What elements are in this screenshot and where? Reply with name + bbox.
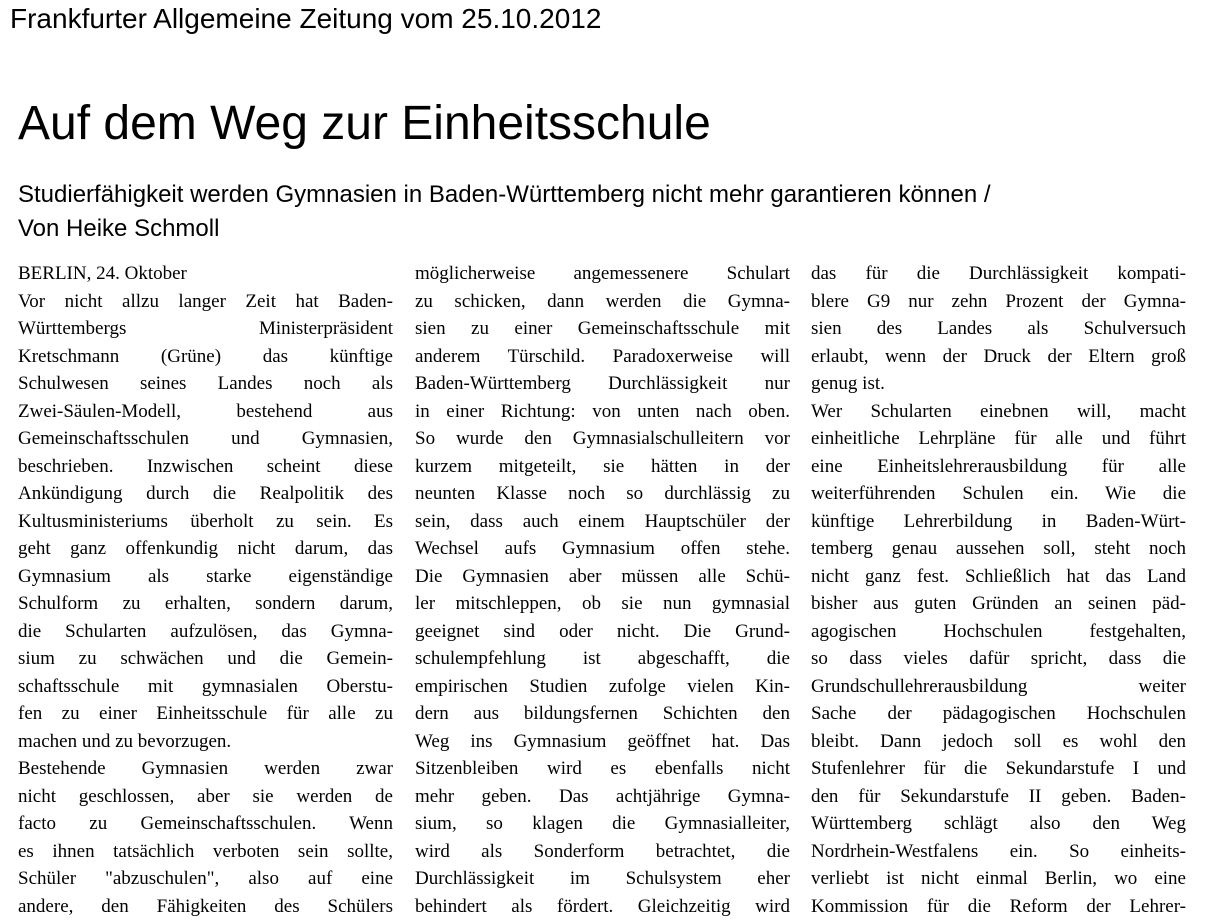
column-text-line: Weg ins Gymnasium geöffnet hat. Das bbox=[415, 730, 790, 752]
column-text-line: Kretschmann (Grüne) das künftige bbox=[18, 345, 393, 367]
column-text-line: Baden-Württemberg Durchlässigkeit nur bbox=[415, 373, 790, 394]
column-text-line: fen zu einer Einheitsschule für alle zu bbox=[18, 703, 393, 724]
column-text-line: bleibt. Dann jedoch soll es wohl den bbox=[811, 730, 1186, 752]
column-text-line: BERLIN, 24. Oktober bbox=[18, 263, 187, 284]
column-text-line: geeignet sind oder nicht. Die Grund- bbox=[415, 620, 790, 642]
column-text-line: die Schularten aufzulösen, das Gymna- bbox=[18, 620, 393, 642]
column-text-line: Gymnasium als starke eigenständige bbox=[18, 565, 393, 587]
column-text-line: Durchlässigkeit im Schulsystem eher bbox=[415, 868, 790, 889]
column-text-line: behindert als fördert. Gleichzeitig wird bbox=[415, 895, 790, 917]
column-text-line: Württembergs Ministerpräsident bbox=[18, 318, 393, 339]
text-column-2 bbox=[415, 260, 790, 920]
column-text-line: das für die Durchlässigkeit kompati- bbox=[811, 263, 1186, 284]
text-column-1 bbox=[18, 260, 393, 920]
column-text-line: Württemberg schlägt also den Weg bbox=[811, 813, 1186, 834]
column-text-line: Ankündigung durch die Realpolitik des bbox=[18, 483, 393, 504]
column-text-line: schaftsschule mit gymnasialen Oberstu- bbox=[18, 675, 393, 697]
column-text-line: andere, den Fähigkeiten des Schülers bbox=[18, 895, 393, 917]
column-text-line: Nordrhein-Westfalens ein. So einheits- bbox=[811, 840, 1186, 862]
column-text-line: Schüler "abzuschulen", also auf eine bbox=[18, 868, 393, 889]
column-text-line: Bestehende Gymnasien werden zwar bbox=[18, 758, 393, 779]
column-text-line: blere G9 nur zehn Prozent der Gymna- bbox=[811, 290, 1186, 312]
column-text-line: künftige Lehrerbildung in Baden-Würt- bbox=[811, 510, 1186, 532]
column-text-line: in einer Richtung: von unten nach oben. bbox=[415, 400, 790, 422]
subtitle-byline: Von Heike Schmoll bbox=[18, 215, 220, 242]
column-text-line: facto zu Gemeinschaftsschulen. Wenn bbox=[18, 813, 393, 834]
newspaper-source-line: Frankfurter Allgemeine Zeitung vom 25.10.2012 bbox=[10, 3, 602, 34]
column-text-line: kurzem mitgeteilt, sie hätten in der bbox=[415, 455, 790, 477]
column-text-line: Schulwesen seines Landes noch als bbox=[18, 373, 393, 394]
column-text-line: Wechsel aufs Gymnasium offen stehe. bbox=[415, 538, 790, 559]
column-text-line: den für Sekundarstufe II geben. Baden- bbox=[811, 785, 1186, 807]
column-text-line: Kultusministeriums überholt zu sein. Es bbox=[18, 510, 393, 532]
column-text-line: schulempfehlung ist abgeschafft, die bbox=[415, 648, 790, 669]
column-text-line: einheitliche Lehrpläne für alle und führt bbox=[811, 428, 1186, 449]
column-text-line: Sache der pädagogischen Hochschulen bbox=[811, 703, 1186, 724]
column-text-line: Grundschullehrerausbildung weiter bbox=[811, 675, 1186, 697]
column-text-line: so dass vieles dafür spricht, dass die bbox=[811, 648, 1186, 669]
column-text-line: Gemeinschaftsschulen und Gymnasien, bbox=[18, 428, 393, 449]
column-text-line: Zwei-Säulen-Modell, bestehend aus bbox=[18, 400, 393, 422]
column-text-line: sien des Landes als Schulversuch bbox=[811, 318, 1186, 339]
column-text-line: genug ist. bbox=[811, 373, 885, 394]
column-text-line: Wer Schularten einebnen will, macht bbox=[811, 400, 1186, 422]
column-text-line: temberg genau aussehen soll, steht noch bbox=[811, 538, 1186, 559]
column-text-line: dern aus bildungsfernen Schichten den bbox=[415, 703, 790, 724]
column-text-line: sein, dass auch einem Hauptschüler der bbox=[415, 510, 790, 532]
column-text-line: Die Gymnasien aber müssen alle Schü- bbox=[415, 565, 790, 587]
article-subtitle bbox=[18, 178, 1198, 246]
text-column-3 bbox=[811, 260, 1186, 920]
column-text-line: machen und zu bevorzugen. bbox=[18, 730, 232, 752]
column-text-line: bisher aus guten Gründen an seinen päd- bbox=[811, 593, 1186, 614]
column-text-line: nicht geschlossen, aber sie werden de bbox=[18, 785, 393, 807]
column-text-line: sien zu einer Gemeinschaftsschule mit bbox=[415, 318, 790, 339]
column-text-line: eine Einheitslehrerausbildung für alle bbox=[811, 455, 1186, 477]
column-text-line: wird als Sonderform betrachtet, die bbox=[415, 840, 790, 862]
column-text-line: erlaubt, wenn der Druck der Eltern groß bbox=[811, 345, 1186, 367]
column-text-line: Kommission für die Reform der Lehrer- bbox=[811, 895, 1186, 917]
column-text-line: anderem Türschild. Paradoxerweise will bbox=[415, 345, 790, 367]
column-text-line: es ihnen tatsächlich verboten sein sollte, bbox=[18, 840, 393, 862]
column-text-line: ler mitschleppen, ob sie nun gymnasial bbox=[415, 593, 790, 614]
column-text-line: sium zu schwächen und die Gemein- bbox=[18, 648, 393, 669]
column-text-line: agogischen Hochschulen festgehalten, bbox=[811, 620, 1186, 642]
column-text-line: möglicherweise angemessenere Schulart bbox=[415, 263, 790, 284]
column-text-line: zu schicken, dann werden die Gymna- bbox=[415, 290, 790, 312]
column-text-line: empirischen Studien zufolge vielen Kin- bbox=[415, 675, 790, 697]
column-text-line: geht ganz offenkundig nicht darum, das bbox=[18, 538, 393, 559]
column-text-line: verliebt ist nicht einmal Berlin, wo eine bbox=[811, 868, 1186, 889]
column-text-line: mehr geben. Das achtjährige Gymna- bbox=[415, 785, 790, 807]
column-text-line: Sitzenbleiben wird es ebenfalls nicht bbox=[415, 758, 790, 779]
subtitle-line: Studierfähigkeit werden Gymnasien in Baden-Württemberg nicht mehr garantieren können / bbox=[18, 181, 991, 208]
column-text-line: nicht ganz fest. Schließlich hat das Land bbox=[811, 565, 1186, 587]
column-text-line: Stufenlehrer für die Sekundarstufe I und bbox=[811, 758, 1186, 779]
column-text-line: weiterführenden Schulen ein. Wie die bbox=[811, 483, 1186, 504]
column-text-line: Schulform zu erhalten, sondern darum, bbox=[18, 593, 393, 614]
article-headline: Auf dem Weg zur Einheitsschule bbox=[18, 97, 711, 150]
column-text-line: Vor nicht allzu langer Zeit hat Baden- bbox=[18, 290, 393, 312]
column-text-line: neunten Klasse noch so durchlässig zu bbox=[415, 483, 790, 504]
column-text-line: beschrieben. Inzwischen scheint diese bbox=[18, 455, 393, 477]
column-text-line: sium, so klagen die Gymnasialleiter, bbox=[415, 813, 790, 834]
column-text-line: So wurde den Gymnasialschulleitern vor bbox=[415, 428, 790, 449]
